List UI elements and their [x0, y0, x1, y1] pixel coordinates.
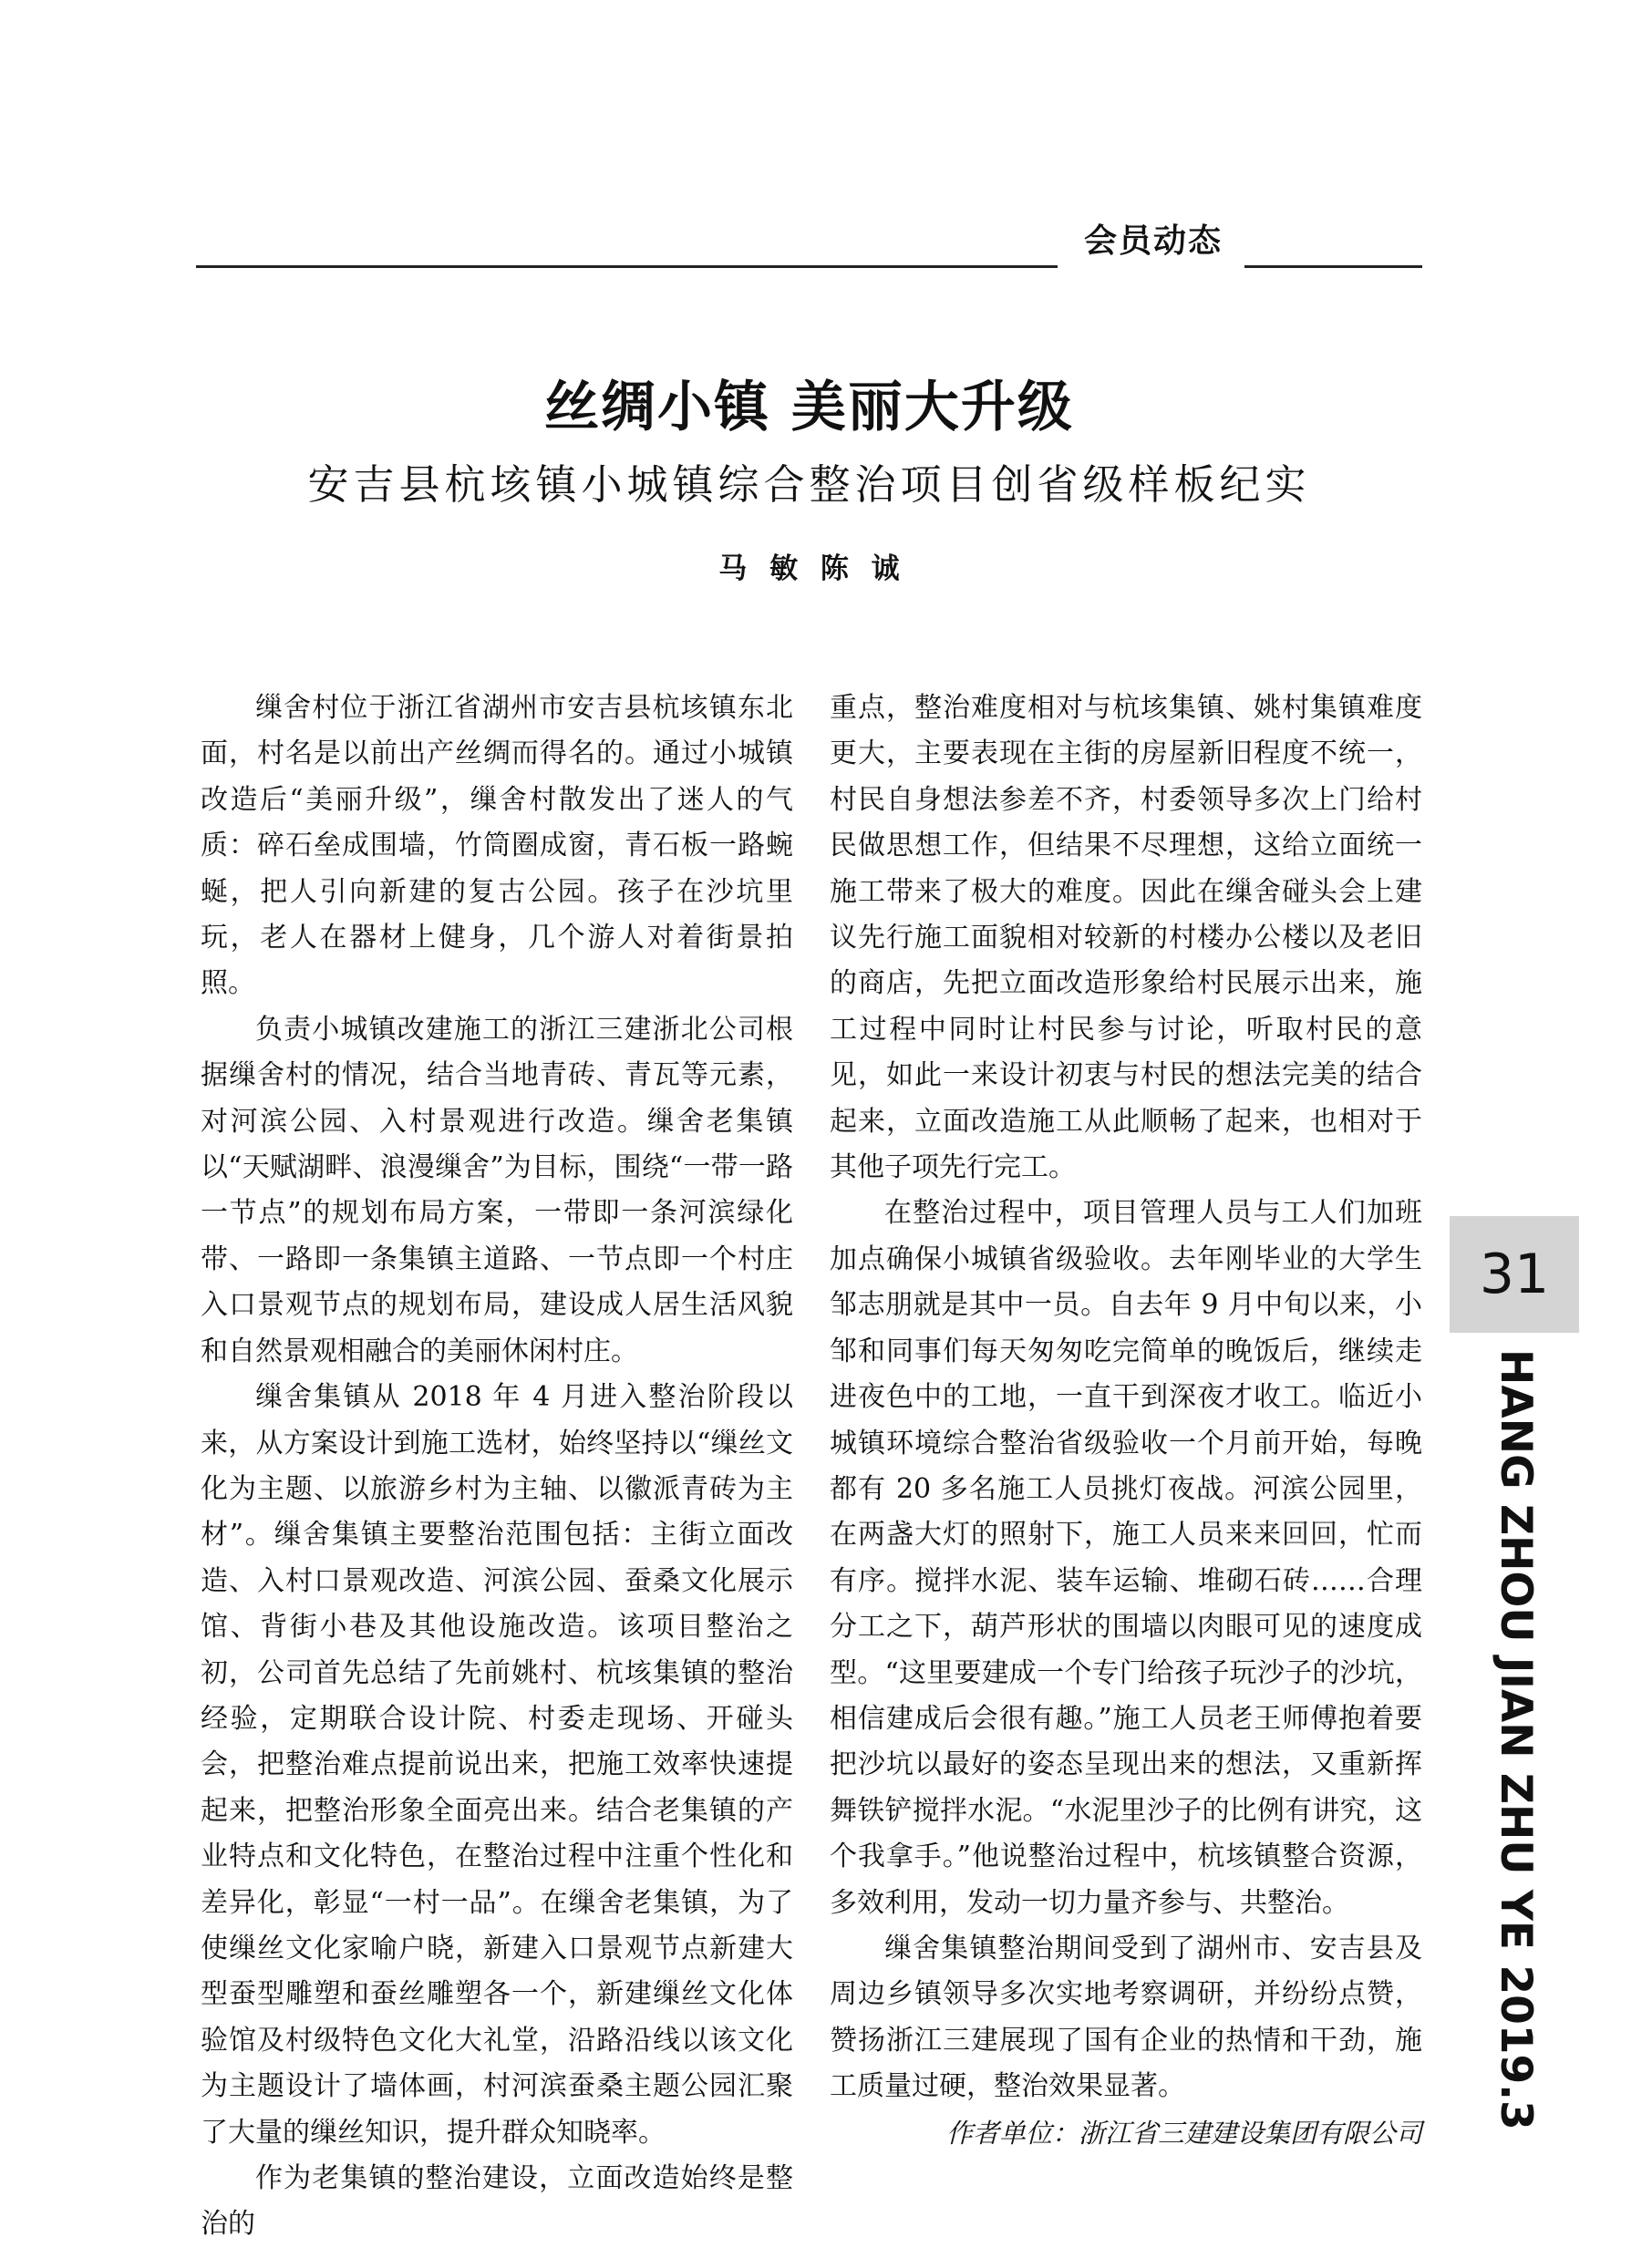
author-affiliation: 作者单位：浙江省三建建设集团有限公司 — [945, 2117, 1422, 2149]
journal-issue-label: HANG ZHOU JIAN ZHU YE 2019.3 — [1491, 1349, 1541, 2130]
paragraph: 缫舍村位于浙江省湖州市安吉县杭垓镇东北面，村名是以前出产丝绸而得名的。通过小城镇改造后“美丽升级”，缫舍村散发出了迷人的气质：碎石垒成围墙，竹筒圈成窗，青石板一路蜿蜒，把人引向新建的复古公园。孩子在沙坑里玩，老人在器材上健身，几个游人对着街景拍照。 — [201, 692, 793, 1000]
header-rule-left — [196, 265, 1058, 268]
paragraph: 在整治过程中，项目管理人员与工人们加班加点确保小城镇省级验收。去年刚毕业的大学生邹志朋就是其中一员。自去年 9 月中旬以来，小邹和同事们每天匆匆吃完简单的晚饭后，继续走进夜色中的工地，一直干到深夜才收工。临近小城镇环境综合整治省级验收一个月前开始，每晚都有 20 多名施工人员挑灯夜战。河滨公园里，在两盏大灯的照射下，施工人员来来回回，忙而有序。搅拌水泥、装车运输、堆砌石砖……合理分工之下，葫芦形状的围墙以肉眼可见的速度成型。“这里要建成一个专门给孩子玩沙子的沙坑，相信建成后会很有趣。”施工人员老王师傅抱着要把沙坑以最好的姿态呈现出来的想法，又重新挥舞铁铲搅拌水泥。“水泥里沙子的比例有讲究，这个我拿手。”他说整治过程中，杭垓镇整合资源，多效利用，发动一切力量齐参与、共整治。 — [830, 1197, 1422, 1919]
article-title: 丝绸小镇 美丽大升级 — [544, 376, 1074, 439]
paragraph: 缫舍集镇从 2018 年 4 月进入整治阶段以来，从方案设计到施工选材，始终坚持以“缫丝文化为主题、以旅游乡村为主轴、以徽派青砖为主材”。缫舍集镇主要整治范围包括：主街立面改造、入村口景观改造、河滨公园、蚕桑文化展示馆、背街小巷及其他设施改造。该项目整治之初，公司首先总结了先前姚村、杭垓集镇的整治经验，定期联合设计院、村委走现场、开碰头会，把整治难点提前说出来，把施工效率快速提起来，把整治形象全面亮出来。结合老集镇的产业特点和文化特色，在整治过程中注重个性化和差异化，彰显“一村一品”。在缫舍老集镇，为了使缫丝文化家喻户晓，新建入口景观节点新建大型蚕型雕塑和蚕丝雕塑各一个，新建缫丝文化体验馆及村级特色文化大礼堂，沿路沿线以该文化为主题设计了墙体画，村河滨蚕桑主题公园汇聚了大量的缫丝知识，提升群众知晓率。 — [201, 1381, 793, 2149]
paragraph: 作为老集镇的整治建设，立面改造始终是整治的 — [201, 2162, 793, 2241]
right-column — [830, 686, 1422, 2156]
paragraph: 负责小城镇改建施工的浙江三建浙北公司根据缫舍村的情况，结合当地青砖、青瓦等元素，对河滨公园、入村景观进行改造。缫舍老集镇以“天赋湖畔、浪漫缫舍”为目标，围绕“一带一路一节点”的规划布局方案，一带即一条河滨绿化带、一路即一条集镇主道路、一节点即一个村庄入口景观节点的规划布局，建设成人居生活风貌和自然景观相融合的美丽休闲村庄。 — [201, 1013, 793, 1367]
paragraph: 缫舍集镇整治期间受到了湖州市、安吉县及周边乡镇领导多次实地考察调研，并纷纷点赞，赞扬浙江三建展现了国有企业的热情和干劲，施工质量过硬，整治效果显著。 — [830, 1932, 1422, 2103]
paragraph-continuation: 重点，整治难度相对与杭垓集镇、姚村集镇难度更大，主要表现在主街的房屋新旧程度不统一，村民自身想法参差不齐，村委领导多次上门给村民做思想工作，但结果不尽理想，这给立面统一施工带来了极大的难度。因此在缫舍碰头会上建议先行施工面貌相对较新的村楼办公楼以及老旧的商店，先把立面改造形象给村民展示出来，施工过程中同时让村民参与讨论，听取村民的意见，如此一来设计初衷与村民的想法完美的结合起来，立面改造施工从此顺畅了起来，也相对于其他子项先行完工。 — [830, 692, 1422, 1184]
left-column — [201, 686, 793, 2248]
article-authors: 马 敏 陈 诚 — [718, 552, 900, 585]
page-number: 31 — [1450, 1216, 1579, 1333]
section-header — [196, 214, 1422, 269]
article-subtitle: 安吉县杭垓镇小城镇综合整治项目创省级样板纪实 — [307, 460, 1311, 509]
header-rule-right — [1244, 265, 1422, 268]
section-label: 会员动态 — [1083, 222, 1223, 260]
